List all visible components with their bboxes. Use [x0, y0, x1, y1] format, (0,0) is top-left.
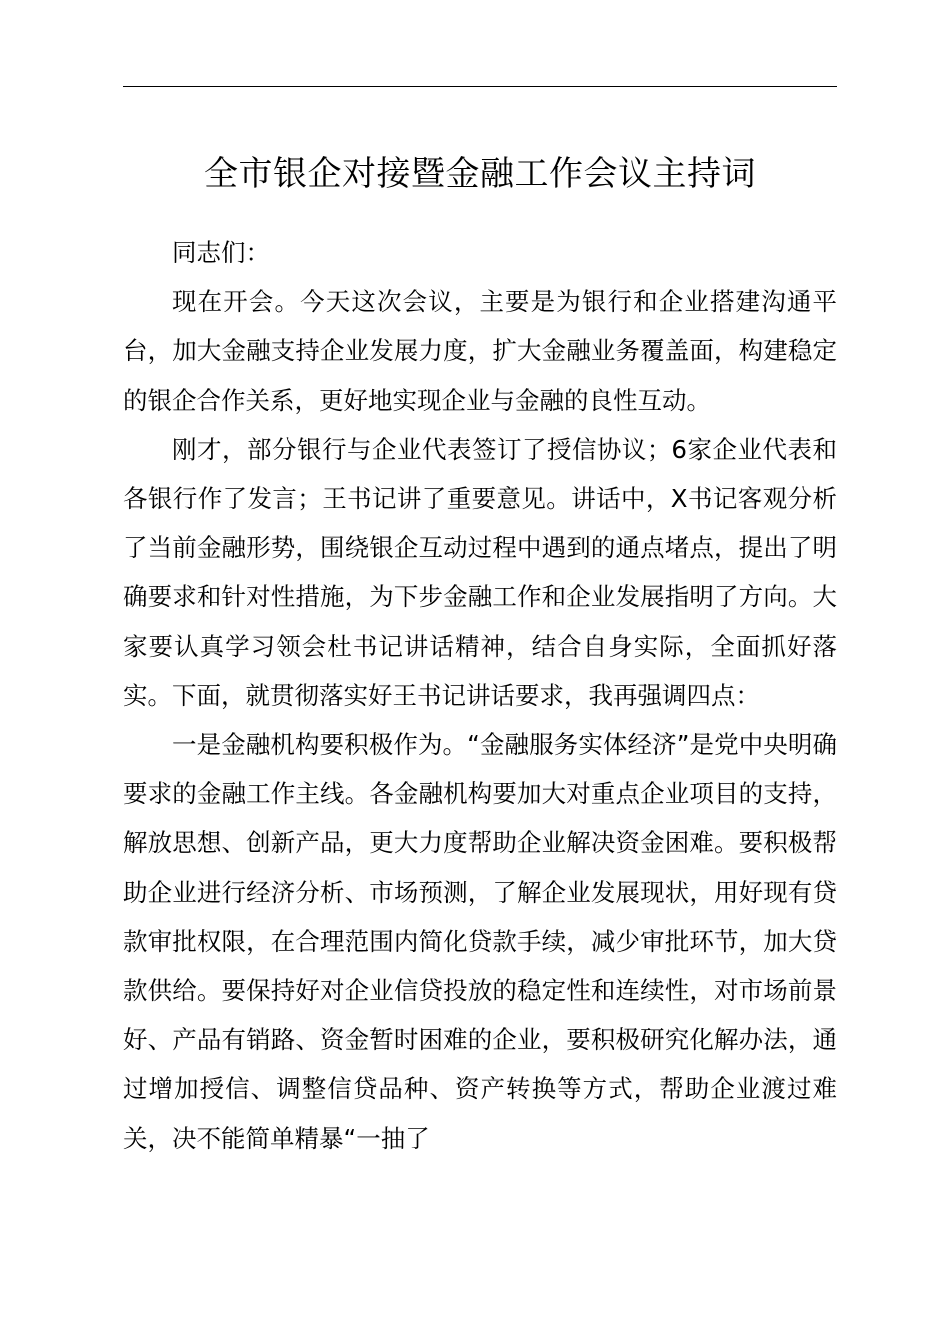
- document-title: 全市银企对接暨金融工作会议主持词: [204, 154, 756, 194]
- paragraph-summary: 刚才，部分银行与企业代表签订了授信协议；6家企业代表和各银行作了发言；王书记讲了重要意见。讲话中，X书记客观分析了当前金融形势，围绕银企互动过程中遇到的通点堵点，提出了明确要求和针对性措施，为下步金融工作和企业发展指明了方向。大家要认真学习领会杜书记讲话精神，结合自身实际，全面抓好落实。下面，就贯彻落实好王书记讲话要求，我再强调四点：: [123, 434, 837, 710]
- paragraph-opening: 现在开会。今天这次会议，主要是为银行和企业搭建沟通平台，加大金融支持企业发展力度，扩大金融业务覆盖面，构建稳定的银企合作关系，更好地实现企业与金融的良性互动。: [123, 287, 837, 415]
- paragraph-point-one: 一是金融机构要积极作为。“金融服务实体经济”是党中央明确要求的金融工作主线。各金融机构要加大对重点企业项目的支持，解放思想、创新产品，更大力度帮助企业解决资金困难。要积极帮助企业进行经济分析、市场预测，了解企业发展现状，用好现有贷款审批权限，在合理范围内简化贷款手续，减少审批环节，加大贷款供给。要保持好对企业信贷投放的稳定性和连续性，对市场前景好、产品有销路、资金暂时困难的企业，要积极研究化解办法，通过增加授信、调整信贷品种、资产转换等方式，帮助企业渡过难关，决不能简单精暴“一抽了: [123, 730, 837, 1153]
- document-body: [123, 228, 837, 1163]
- header-rule: [123, 86, 837, 87]
- paragraph-salutation: 同志们：: [172, 238, 270, 267]
